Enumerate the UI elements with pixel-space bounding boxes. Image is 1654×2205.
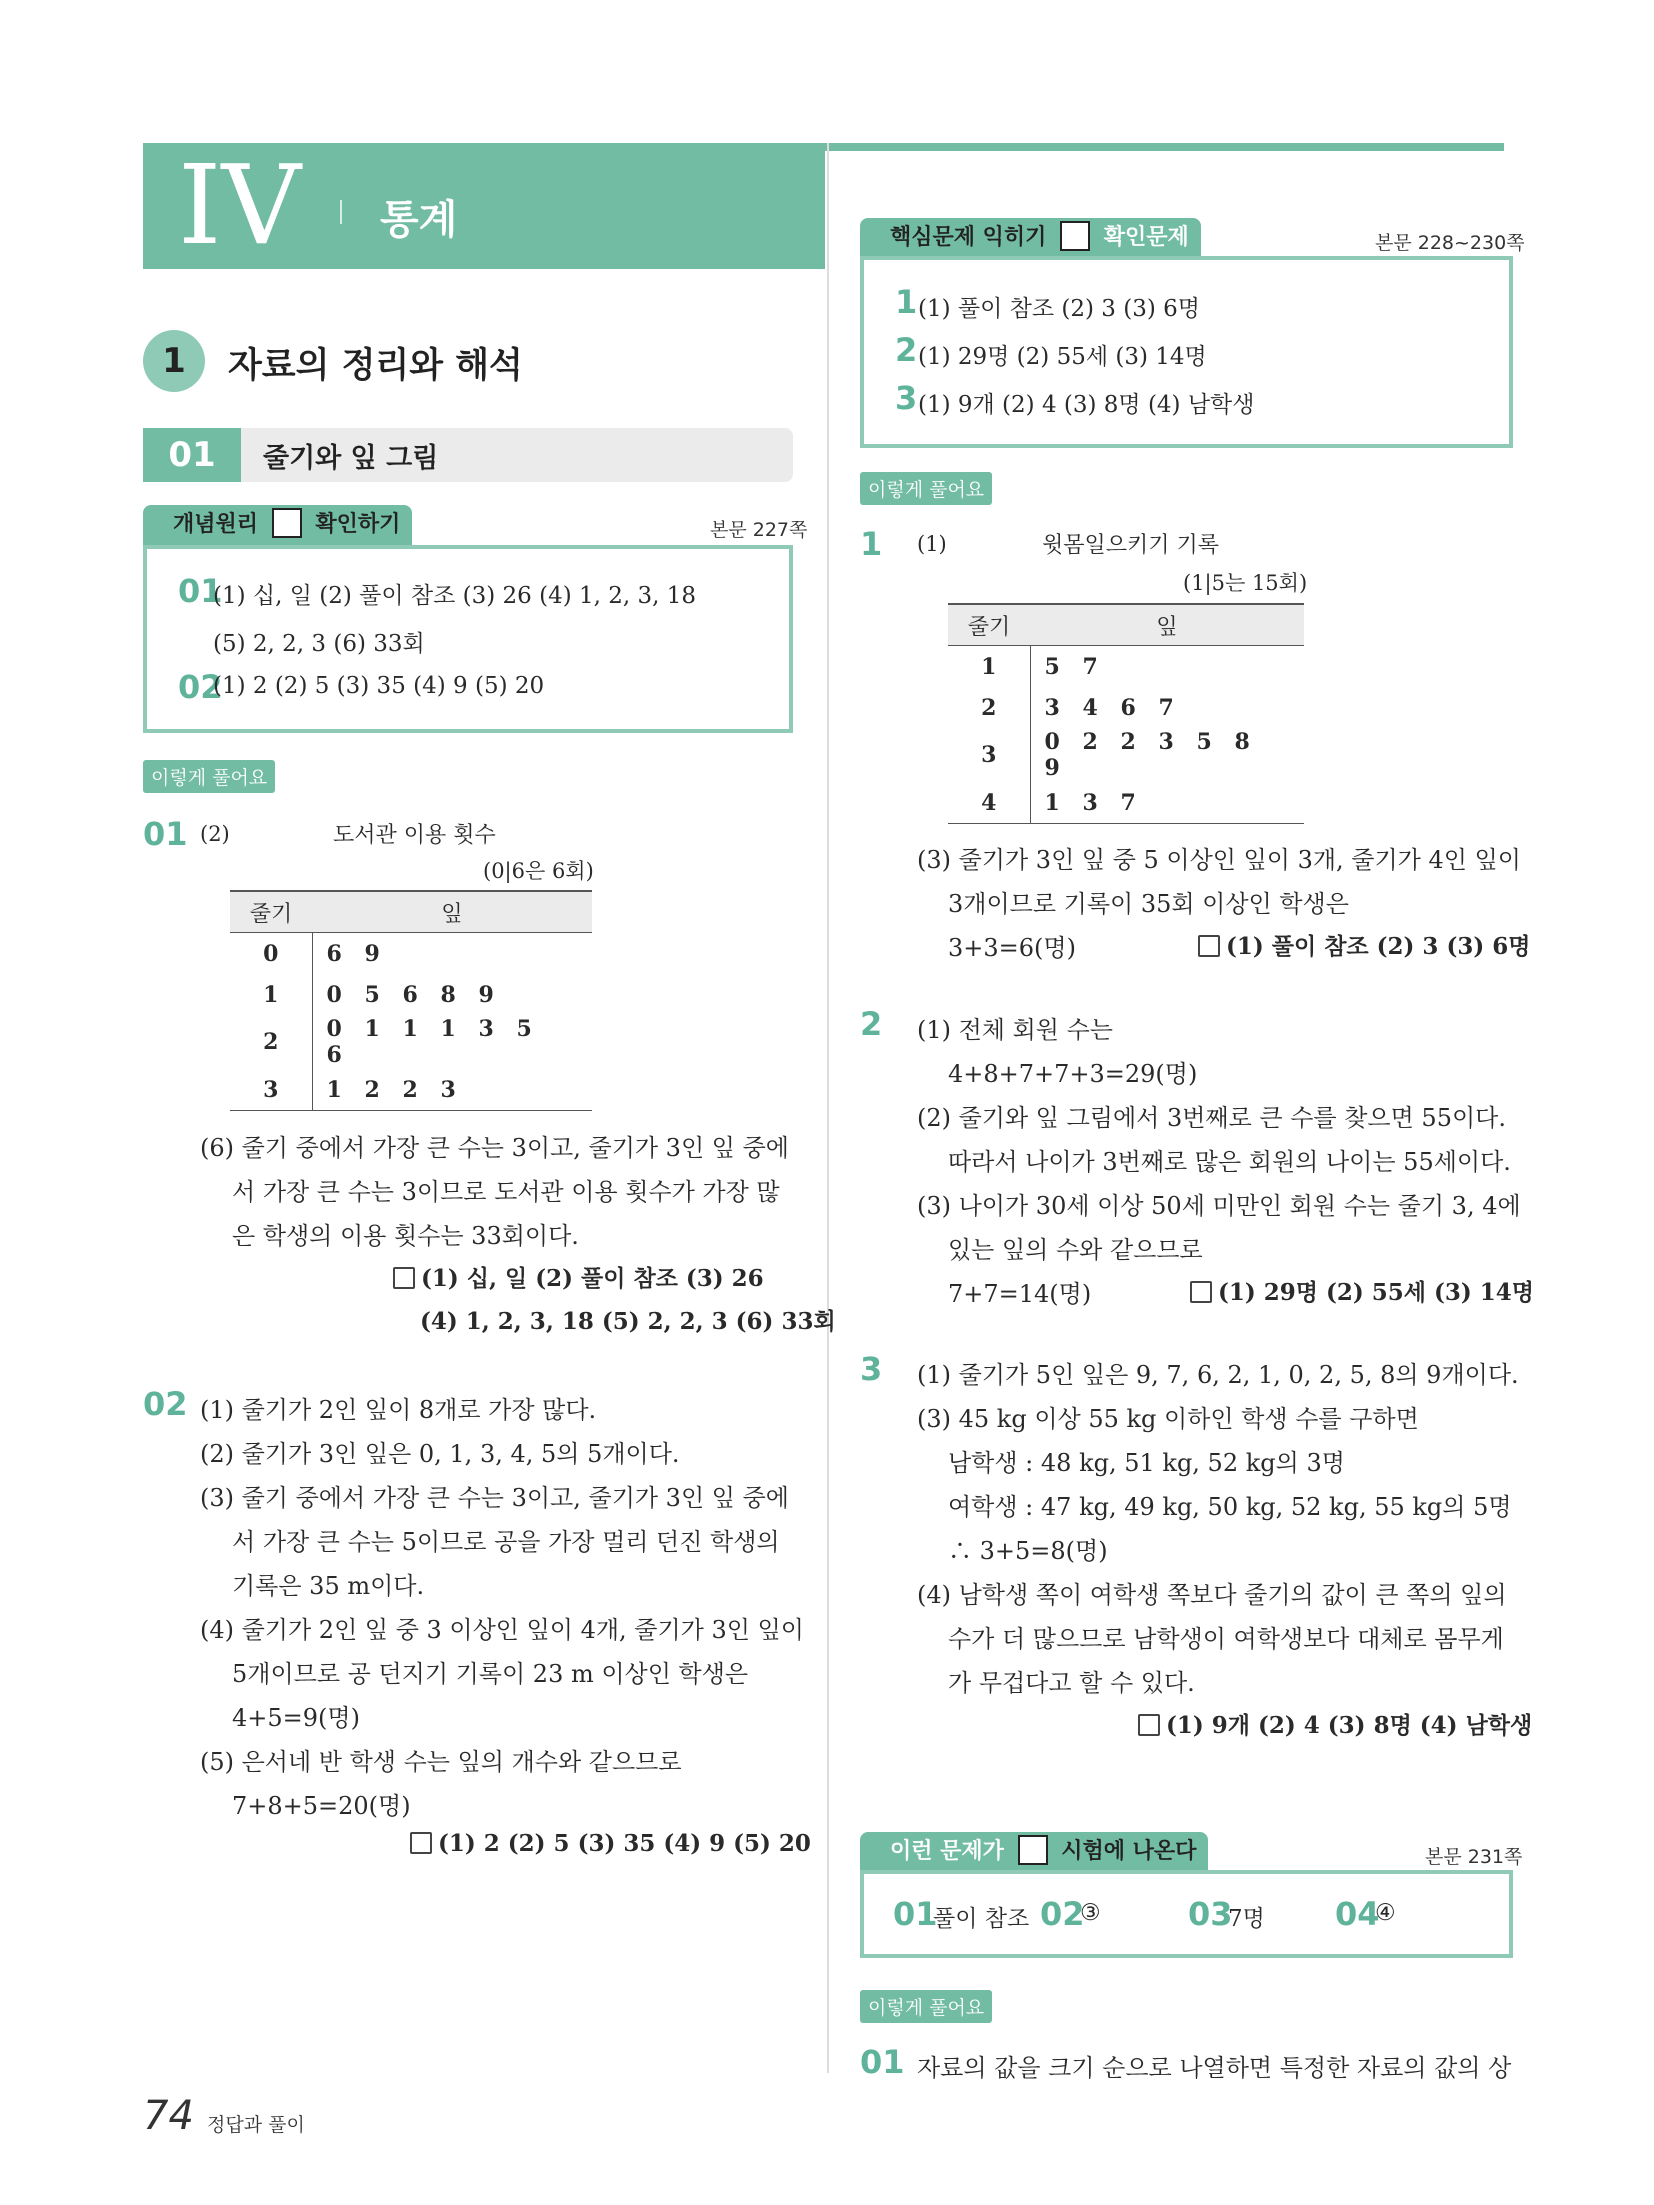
section-number: 1: [143, 330, 205, 392]
core-tab: [860, 218, 1201, 258]
leaf: 2: [1082, 729, 1098, 755]
leaf: 3: [1158, 729, 1174, 755]
leaf: 2: [402, 1076, 418, 1103]
exam-q01-number: 01: [860, 2043, 905, 2081]
rq1-part: (1): [917, 532, 947, 556]
answer-icon: [1198, 935, 1220, 957]
rq3-line-8: 가 무겁다고 할 수 있다.: [948, 1669, 1195, 1697]
rq2-line-2: 4+8+7+7+3=29(명): [948, 1060, 1198, 1088]
q01-line-2: 서 가장 큰 수는 3이므로 도서관 이용 횟수가 가장 많: [232, 1178, 780, 1206]
q01-part: (2): [200, 822, 230, 846]
leaf: 3: [1044, 694, 1060, 721]
rq3-line-3: 남학생 : 48 kg, 51 kg, 52 kg의 3명: [948, 1449, 1345, 1477]
core-row-3: (1) 9개 (2) 4 (3) 8명 (4) 남학생: [918, 392, 1255, 418]
column-divider: [827, 143, 829, 2073]
leaf: 6: [326, 1042, 342, 1068]
rq3-number: 3: [860, 1350, 883, 1388]
q02-number: 02: [143, 1385, 188, 1423]
rq3-line-1: (1) 줄기가 5인 잎은 9, 7, 6, 2, 1, 0, 2, 5, 8의 9개이다.: [917, 1361, 1519, 1389]
concept-tab: [143, 505, 412, 545]
exam-num-03: 03: [1188, 1895, 1233, 1933]
leaf: 2: [364, 1076, 380, 1103]
stem-cell: 4: [948, 782, 1030, 824]
core-num-2: 2: [895, 331, 918, 369]
table-row: [230, 1015, 592, 1069]
rq1-legend: (1|5는 15회): [1183, 571, 1308, 595]
chapter-separator: [340, 200, 342, 224]
leaf-header: 잎: [312, 891, 592, 933]
rq1-number: 1: [860, 525, 883, 563]
rq1-answer: (1) 풀이 참조 (2) 3 (3) 6명: [1198, 928, 1530, 961]
leaf: 1: [326, 1076, 342, 1103]
leaf: 5: [1044, 653, 1060, 680]
exam-tab: [860, 1832, 1208, 1872]
leaf: 0: [1044, 729, 1060, 755]
leaf: 1: [402, 1016, 418, 1042]
leaf: 9: [478, 981, 494, 1008]
rq2-answer: (1) 29명 (2) 55세 (3) 14명: [1190, 1274, 1534, 1307]
stem-cell: 1: [230, 974, 312, 1015]
stem-cell: 0: [230, 933, 312, 975]
q01-number: 01: [143, 815, 188, 853]
q01-line-3: 은 학생의 이용 횟수는 33회이다.: [232, 1222, 579, 1250]
concept-num-02: 02: [178, 668, 223, 706]
chapter-title: 통계: [380, 197, 458, 243]
explain-label-right: 이렇게 풀어요: [860, 472, 992, 505]
q02-line-6: (4) 줄기가 2인 잎 중 3 이상인 잎이 4개, 줄기가 3인 잎이: [200, 1616, 804, 1644]
leaf: 6: [1120, 694, 1136, 721]
leaf: 2: [1120, 729, 1136, 755]
core-num-1: 1: [895, 283, 918, 321]
rq2-line-5: (3) 나이가 30세 이상 50세 미만인 회원 수는 줄기 3, 4에: [917, 1192, 1521, 1220]
exam-num-04: 04: [1335, 1895, 1380, 1933]
q02-answer: (1) 2 (2) 5 (3) 35 (4) 9 (5) 20: [410, 1830, 811, 1857]
leaf: 0: [326, 981, 342, 1008]
q02-line-7: 5개이므로 공 던지기 기록이 23 m 이상인 학생은: [232, 1660, 749, 1688]
q01-answer-2: (4) 1, 2, 3, 18 (5) 2, 2, 3 (6) 33회: [420, 1308, 836, 1335]
leaf: 8: [1234, 729, 1250, 755]
leaf-header: 잎: [1030, 604, 1304, 646]
exam-ans-01: 풀이 참조: [933, 1906, 1030, 1932]
chapter-roman: IV: [178, 141, 301, 269]
core-tab-a: 핵심문제 익히기: [890, 225, 1047, 250]
exam-ans-03: 7명: [1228, 1906, 1265, 1932]
leaf: 5: [1196, 729, 1212, 755]
q02-line-5: 기록은 35 m이다.: [232, 1572, 425, 1600]
q01-table-title: 도서관 이용 횟수: [333, 823, 496, 848]
leaf: 5: [516, 1016, 532, 1042]
leaf: 8: [440, 981, 456, 1008]
q02-line-9: (5) 은서네 반 학생 수는 잎의 개수와 같으므로: [200, 1748, 682, 1776]
answer-icon: [1190, 1281, 1212, 1303]
q01-line-1: (6) 줄기 중에서 가장 큰 수는 3이고, 줄기가 3인 잎 중에: [200, 1134, 789, 1162]
q02-line-4: 서 가장 큰 수는 5이므로 공을 가장 멀리 던진 학생의: [232, 1528, 780, 1556]
core-num-3: 3: [895, 379, 918, 417]
rq3-line-4: 여학생 : 47 kg, 49 kg, 50 kg, 52 kg, 55 kg의 5명: [948, 1493, 1512, 1521]
leaf: 1: [364, 1016, 380, 1042]
table-row: [230, 974, 592, 1015]
answer-icon: [1138, 1714, 1160, 1736]
rq1-line-2: 3개이므로 기록이 35회 이상인 학생은: [948, 890, 1349, 918]
rq2-number: 2: [860, 1005, 883, 1043]
rq1-line-3: 3+3=6(명): [948, 934, 1076, 962]
subsection-title: 줄기와 잎 그림: [263, 443, 439, 474]
exam-q01-text: 자료의 값을 크기 순으로 나열하면 특정한 자료의 값의 상: [917, 2054, 1512, 2082]
core-tab-b: 확인문제: [1103, 225, 1189, 250]
rq3-line-7: 수가 더 많으므로 남학생이 여학생보다 대체로 몸무게: [948, 1625, 1504, 1653]
footer-label: 정답과 풀이: [207, 2114, 305, 2136]
table-row: [948, 782, 1304, 824]
concept-row-3: (1) 2 (2) 5 (3) 35 (4) 9 (5) 20: [213, 673, 545, 699]
core-ref: 본문 228~230쪽: [1375, 232, 1525, 254]
q02-line-1: (1) 줄기가 2인 잎이 8개로 가장 많다.: [200, 1396, 597, 1424]
notebook-icon: [272, 508, 302, 538]
exam-num-02: 02: [1040, 1895, 1085, 1933]
stem-header: 줄기: [230, 891, 312, 933]
table-row: [948, 728, 1304, 782]
stem-cell: 1: [948, 646, 1030, 688]
core-row-2: (1) 29명 (2) 55세 (3) 14명: [918, 344, 1207, 370]
explain-label-left: 이렇게 풀어요: [143, 760, 275, 793]
exam-tab-a: 이런 문제가: [890, 1839, 1004, 1864]
leaf: 9: [1044, 755, 1060, 781]
leaf: 1: [440, 1016, 456, 1042]
rq2-line-6: 있는 잎의 수와 같으므로: [948, 1236, 1203, 1264]
leaf: 1: [1044, 789, 1060, 816]
rq3-line-2: (3) 45 kg 이상 55 kg 이하인 학생 수를 구하면: [917, 1405, 1419, 1433]
exam-ans-02: ③: [1080, 1900, 1101, 1926]
q01-answer-1: (1) 십, 일 (2) 풀이 참조 (3) 26: [393, 1260, 764, 1293]
rq3-line-5: ∴ 3+5=8(명): [948, 1537, 1108, 1565]
leaf: 3: [1082, 789, 1098, 816]
rq2-line-7: 7+7=14(명): [948, 1280, 1092, 1308]
answer-icon: [410, 1832, 432, 1854]
subsection-number: 01: [143, 428, 241, 482]
exam-num-01: 01: [893, 1895, 938, 1933]
rq2-line-1: (1) 전체 회원 수는: [917, 1016, 1113, 1044]
section-title: 자료의 정리와 해석: [228, 346, 523, 386]
q02-line-10: 7+8+5=20(명): [232, 1792, 411, 1820]
exam-ans-04: ④: [1375, 1900, 1396, 1926]
stem-cell: 3: [230, 1069, 312, 1111]
rq1-table-title: 윗몸일으키기 기록: [1042, 533, 1220, 558]
concept-tab-b: 확인하기: [315, 512, 401, 537]
header-rule: [825, 143, 1504, 151]
leaf: 0: [326, 1016, 342, 1042]
q01-stem-leaf-table: [230, 890, 592, 1111]
core-row-1: (1) 풀이 참조 (2) 3 (3) 6명: [918, 296, 1200, 322]
stem-cell: 2: [230, 1015, 312, 1069]
leaf: 3: [478, 1016, 494, 1042]
test-paper-icon: [1018, 1835, 1048, 1865]
concept-ref: 본문 227쪽: [710, 519, 808, 541]
leaf: 4: [1082, 694, 1098, 721]
rq1-stem-leaf-table: [948, 603, 1304, 824]
table-row: [230, 933, 592, 975]
table-row: [948, 646, 1304, 688]
leaf: 7: [1082, 653, 1098, 680]
q02-line-3: (3) 줄기 중에서 가장 큰 수는 3이고, 줄기가 3인 잎 중에: [200, 1484, 789, 1512]
leaf: 9: [364, 940, 380, 967]
leaf: 7: [1120, 789, 1136, 816]
exam-ref: 본문 231쪽: [1425, 1846, 1523, 1868]
table-row: [948, 687, 1304, 728]
rq3-answer: (1) 9개 (2) 4 (3) 8명 (4) 남학생: [1138, 1707, 1532, 1740]
table-row: [230, 1069, 592, 1111]
q02-line-2: (2) 줄기가 3인 잎은 0, 1, 3, 4, 5의 5개이다.: [200, 1440, 680, 1468]
rq3-line-6: (4) 남학생 쪽이 여학생 쪽보다 줄기의 값이 큰 쪽의 잎의: [917, 1581, 1507, 1609]
stem-header: 줄기: [948, 604, 1030, 646]
magnifier-icon: [1060, 221, 1090, 251]
stem-cell: 2: [948, 687, 1030, 728]
concept-num-01: 01: [178, 572, 223, 610]
concept-row-2: (5) 2, 2, 3 (6) 33회: [213, 631, 425, 657]
concept-row-1: (1) 십, 일 (2) 풀이 참조 (3) 26 (4) 1, 2, 3, 18: [213, 583, 697, 609]
answer-icon: [393, 1267, 415, 1289]
q01-legend: (0|6은 6회): [483, 859, 594, 883]
rq2-line-3: (2) 줄기와 잎 그림에서 3번째로 큰 수를 찾으면 55이다.: [917, 1104, 1506, 1132]
q02-line-8: 4+5=9(명): [232, 1704, 360, 1732]
leaf: 6: [326, 940, 342, 967]
rq1-line-1: (3) 줄기가 3인 잎 중 5 이상인 잎이 3개, 줄기가 4인 잎이: [917, 846, 1521, 874]
page-number: 74: [143, 2093, 194, 2139]
concept-tab-a: 개념원리: [173, 512, 259, 537]
explain-label-exam: 이렇게 풀어요: [860, 1990, 992, 2023]
leaf: 5: [364, 981, 380, 1008]
stem-cell: 3: [948, 728, 1030, 782]
leaf: 6: [402, 981, 418, 1008]
leaf: 7: [1158, 694, 1174, 721]
exam-tab-b: 시험에 나온다: [1061, 1839, 1197, 1864]
leaf: 3: [440, 1076, 456, 1103]
rq2-line-4: 따라서 나이가 3번째로 많은 회원의 나이는 55세이다.: [948, 1148, 1511, 1176]
